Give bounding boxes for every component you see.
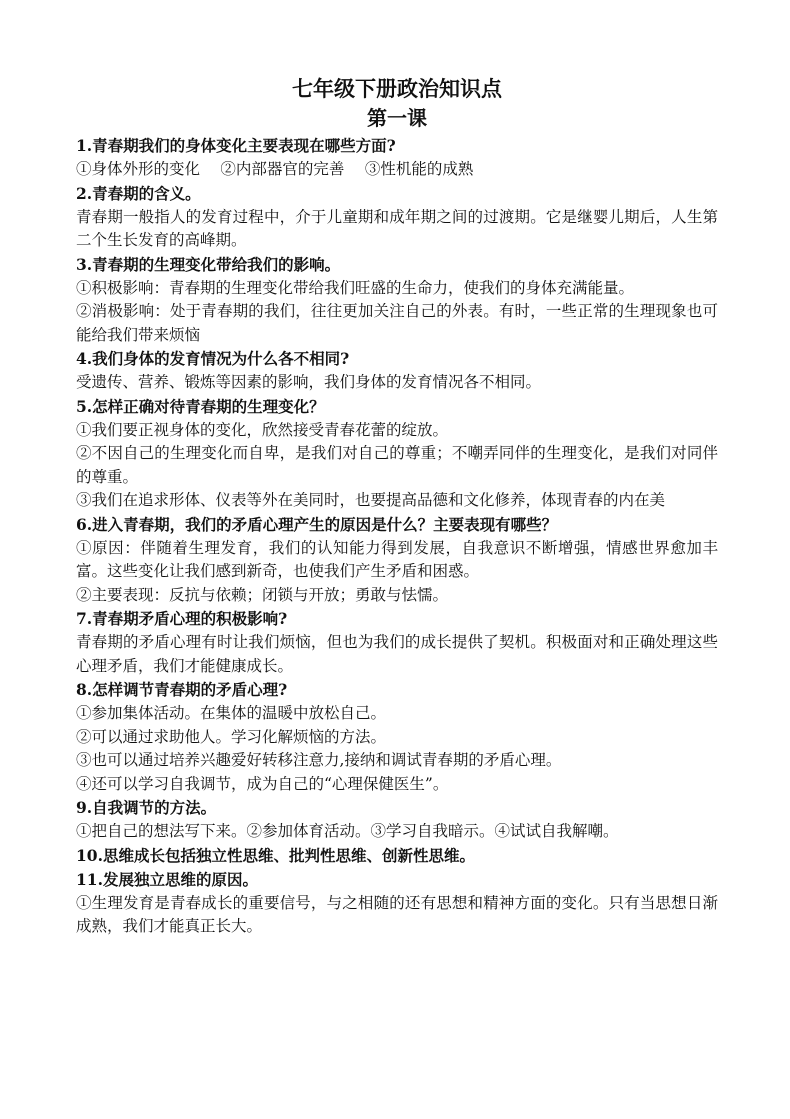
answer-paragraph: ③我们在追求形体、仪表等外在美同时，也要提高品德和文化修养，体现青春的内在美 (76, 491, 666, 509)
answer-paragraph: ①把自己的想法写下来。②参加体育活动。③学习自我暗示。④试试自我解嘲。 (76, 822, 619, 840)
question-heading: 1.青春期我们的身体变化主要表现在哪些方面? (76, 136, 396, 155)
question-heading: 8.怎样调节青春期的矛盾心理? (76, 680, 288, 699)
document-page (76, 74, 718, 939)
question-heading: 4.我们身体的发育情况为什么各不相同? (76, 349, 350, 368)
answer-paragraph: ①参加集体活动。在集体的温暖中放松自己。 (76, 704, 387, 722)
answer-paragraph: ②可以通过求助他人。学习化解烦恼的方法。 (76, 727, 387, 746)
question-heading: 3.青春期的生理变化带给我们的影响。 (76, 254, 341, 274)
question-heading: 10.思维成长包括独立性思维、批判性思维、创新性思维。 (76, 845, 475, 865)
answer-paragraph: ④还可以学习自我调节，成为自己的“心理保健医生”。 (76, 774, 449, 793)
answer-paragraph: ①原因：伴随着生理发育，我们的认知能力得到发展，自我意识不断增强，情感世界愈加丰富。这些变化让我们感到新奇，也使我们产生矛盾和困惑。 (76, 538, 718, 580)
question-heading: 6.进入青春期，我们的矛盾心理产生的原因是什么？主要表现有哪些？ (76, 514, 558, 534)
answer-paragraph: ②不因自己的生理变化而自卑，是我们对自己的尊重；不嘲弄同伴的生理变化，是我们对同伴的尊重。 (76, 444, 718, 486)
answer-paragraph: 青春期一般指人的发育过程中，介于儿童期和成年期之间的过渡期。它是继婴儿期后，人生第二个生长发育的高峰期。 (76, 207, 718, 249)
answer-paragraph: 青春期的矛盾心理有时让我们烦恼，但也为我们的成长提供了契机。积极面对和正确处理这些心理矛盾，我们才能健康成长。 (76, 633, 718, 675)
question-heading: 11.发展独立思维的原因。 (76, 869, 258, 889)
answer-paragraph: ①身体外形的变化 ②内部器官的完善 ③性机能的成熟 (76, 160, 474, 178)
question-heading: 7.青春期矛盾心理的积极影响? (76, 609, 288, 628)
answer-paragraph: ①生理发育是青春成长的重要信号，与之相随的还有思想和精神方面的变化。只有当思想日渐成熟，我们才能真正长大。 (76, 893, 718, 935)
document-title: 七年级下册政治知识点 (292, 76, 502, 101)
answer-paragraph: ①积极影响：青春期的生理变化带给我们旺盛的生命力，使我们的身体充满能量。 (76, 278, 635, 297)
answer-paragraph: 受遗传、营养、锻炼等因素的影响，我们身体的发育情况各不相同。 (76, 373, 542, 391)
answer-paragraph: ①我们要正视身体的变化，欣然接受青春花蕾的绽放。 (76, 420, 449, 439)
answer-paragraph: ②主要表现：反抗与依赖；闭锁与开放；勇敢与怯懦。 (76, 585, 449, 604)
answer-paragraph: ②消极影响：处于青春期的我们，往往更加关注自己的外表。有时，一些正常的生理现象也可能给我们带来烦恼 (76, 302, 718, 344)
lesson-title: 第一课 (367, 106, 427, 130)
question-heading: 9.自我调节的方法。 (76, 798, 217, 817)
question-heading: 2.青春期的含义。 (76, 183, 201, 203)
content-body (76, 134, 718, 939)
answer-paragraph: ③也可以通过培养兴趣爱好转移注意力,接纳和调试青春期的矛盾心理。 (76, 751, 562, 769)
question-heading: 5.怎样正确对待青春期的生理变化？ (76, 396, 325, 416)
